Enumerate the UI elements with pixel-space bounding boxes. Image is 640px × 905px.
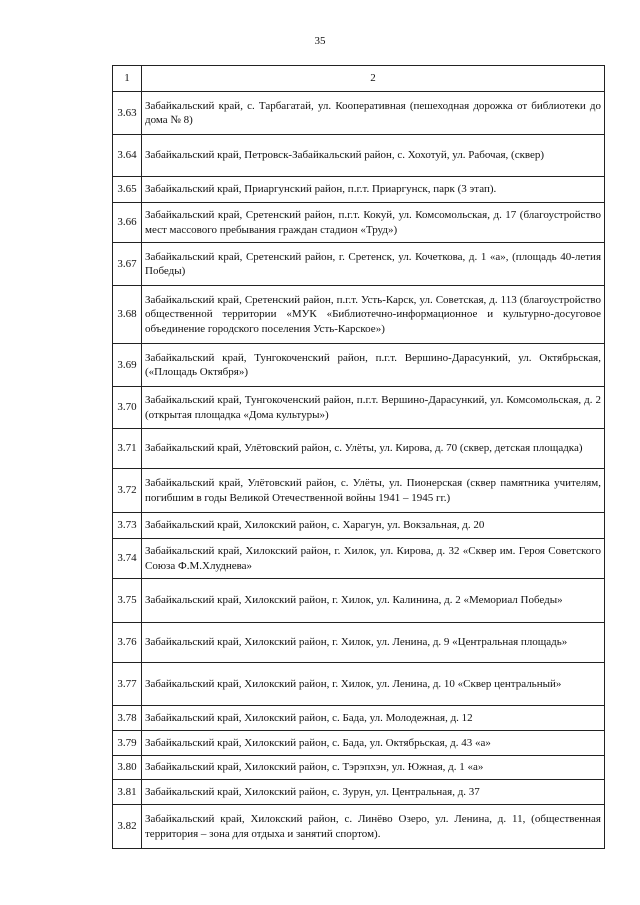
table-row — [113, 539, 605, 579]
row-address: Забайкальский край, Хилокский район, г. Хилок, ул. Кирова, д. 32 «Сквер им. Героя Советского Союза Ф.М.Хлуднева» — [142, 539, 605, 579]
row-address: Забайкальский край, Хилокский район, с. Тэрэпхэн, ул. Южная, д. 1 «а» — [142, 756, 605, 780]
row-address: Забайкальский край, Хилокский район, с. Линёво Озеро, ул. Ленина, д. 11, (общественная территория – зона для отдыха и занятий спортом). — [142, 805, 605, 849]
table-row — [113, 177, 605, 203]
table-row — [113, 135, 605, 177]
row-number: 3.71 — [113, 429, 142, 469]
table-row — [113, 623, 605, 663]
row-address: Забайкальский край, Сретенский район, п.г.т. Усть-Карск, ул. Советская, д. 113 (благоустройство общественной территории «МУК «Библиотечно-информационное и культурно-досуговое объединение городского поселения Усть-Карское») — [142, 286, 605, 344]
row-address: Забайкальский край, Хилокский район, г. Хилок, ул. Ленина, д. 10 «Сквер центральный» — [142, 663, 605, 706]
row-address: Забайкальский край, Хилокский район, с. Харагун, ул. Вокзальная, д. 20 — [142, 513, 605, 539]
row-address: Забайкальский край, Хилокский район, г. Хилок, ул. Калинина, д. 2 «Мемориал Победы» — [142, 579, 605, 623]
row-address: Забайкальский край, Приаргунский район, п.г.т. Приаргунск, парк (3 этап). — [142, 177, 605, 203]
row-number: 3.73 — [113, 513, 142, 539]
row-number: 3.79 — [113, 731, 142, 756]
row-number: 3.68 — [113, 286, 142, 344]
row-address: Забайкальский край, с. Тарбагатай, ул. Кооперативная (пешеходная дорожка от библиотеки до дома № 8) — [142, 92, 605, 135]
table-row — [113, 344, 605, 387]
row-address: Забайкальский край, Тунгокоченский район, п.г.т. Вершино-Дарасункий, ул. Комсомольская, д. 2 (открытая площадка «Дома культуры») — [142, 387, 605, 429]
row-address: Забайкальский край, Хилокский район, с. Бада, ул. Октябрьская, д. 43 «а» — [142, 731, 605, 756]
territories-table — [112, 65, 605, 849]
row-number: 3.63 — [113, 92, 142, 135]
table-row — [113, 780, 605, 805]
table-row — [113, 469, 605, 513]
table-header-row — [113, 66, 605, 92]
header-col-address: 2 — [142, 66, 605, 92]
table-row — [113, 92, 605, 135]
row-address: Забайкальский край, Петровск-Забайкальский район, с. Хохотуй, ул. Рабочая, (сквер) — [142, 135, 605, 177]
page-number: 35 — [314, 35, 326, 47]
row-address: Забайкальский край, Хилокский район, с. Зурун, ул. Центральная, д. 37 — [142, 780, 605, 805]
row-number: 3.74 — [113, 539, 142, 579]
table-row — [113, 513, 605, 539]
row-number: 3.80 — [113, 756, 142, 780]
table-row — [113, 663, 605, 706]
row-number: 3.77 — [113, 663, 142, 706]
table-row — [113, 805, 605, 849]
row-number: 3.76 — [113, 623, 142, 663]
row-number: 3.82 — [113, 805, 142, 849]
row-address: Забайкальский край, Сретенский район, п.г.т. Кокуй, ул. Комсомольская, д. 17 (благоустройство мест массового пребывания граждан стадион «Труд») — [142, 203, 605, 243]
row-address: Забайкальский край, Хилокский район, г. Хилок, ул. Ленина, д. 9 «Центральная площадь» — [142, 623, 605, 663]
row-number: 3.72 — [113, 469, 142, 513]
table-row — [113, 756, 605, 780]
row-address: Забайкальский край, Тунгокоченский район, п.г.т. Вершино-Дарасункий, ул. Октябрьская, («Площадь Октября») — [142, 344, 605, 387]
row-number: 3.64 — [113, 135, 142, 177]
table-row — [113, 286, 605, 344]
table-row — [113, 706, 605, 731]
row-number: 3.78 — [113, 706, 142, 731]
row-number: 3.75 — [113, 579, 142, 623]
row-address: Забайкальский край, Улётовский район, с. Улёты, ул. Пионерская (сквер памятника учителям, погибшим в годы Великой Отечественной войны 1941 – 1945 гг.) — [142, 469, 605, 513]
row-number: 3.70 — [113, 387, 142, 429]
row-number: 3.66 — [113, 203, 142, 243]
table-row — [113, 429, 605, 469]
table-row — [113, 243, 605, 286]
table-row — [113, 731, 605, 756]
row-address: Забайкальский край, Сретенский район, г. Сретенск, ул. Кочеткова, д. 1 «а», (площадь 40-летия Победы) — [142, 243, 605, 286]
row-number: 3.69 — [113, 344, 142, 387]
row-address: Забайкальский край, Улётовский район, с. Улёты, ул. Кирова, д. 70 (сквер, детская площадка) — [142, 429, 605, 469]
table-row — [113, 387, 605, 429]
row-number: 3.67 — [113, 243, 142, 286]
row-number: 3.65 — [113, 177, 142, 203]
table-row — [113, 203, 605, 243]
row-number: 3.81 — [113, 780, 142, 805]
header-col-number: 1 — [113, 66, 142, 92]
row-address: Забайкальский край, Хилокский район, с. Бада, ул. Молодежная, д. 12 — [142, 706, 605, 731]
table-row — [113, 579, 605, 623]
